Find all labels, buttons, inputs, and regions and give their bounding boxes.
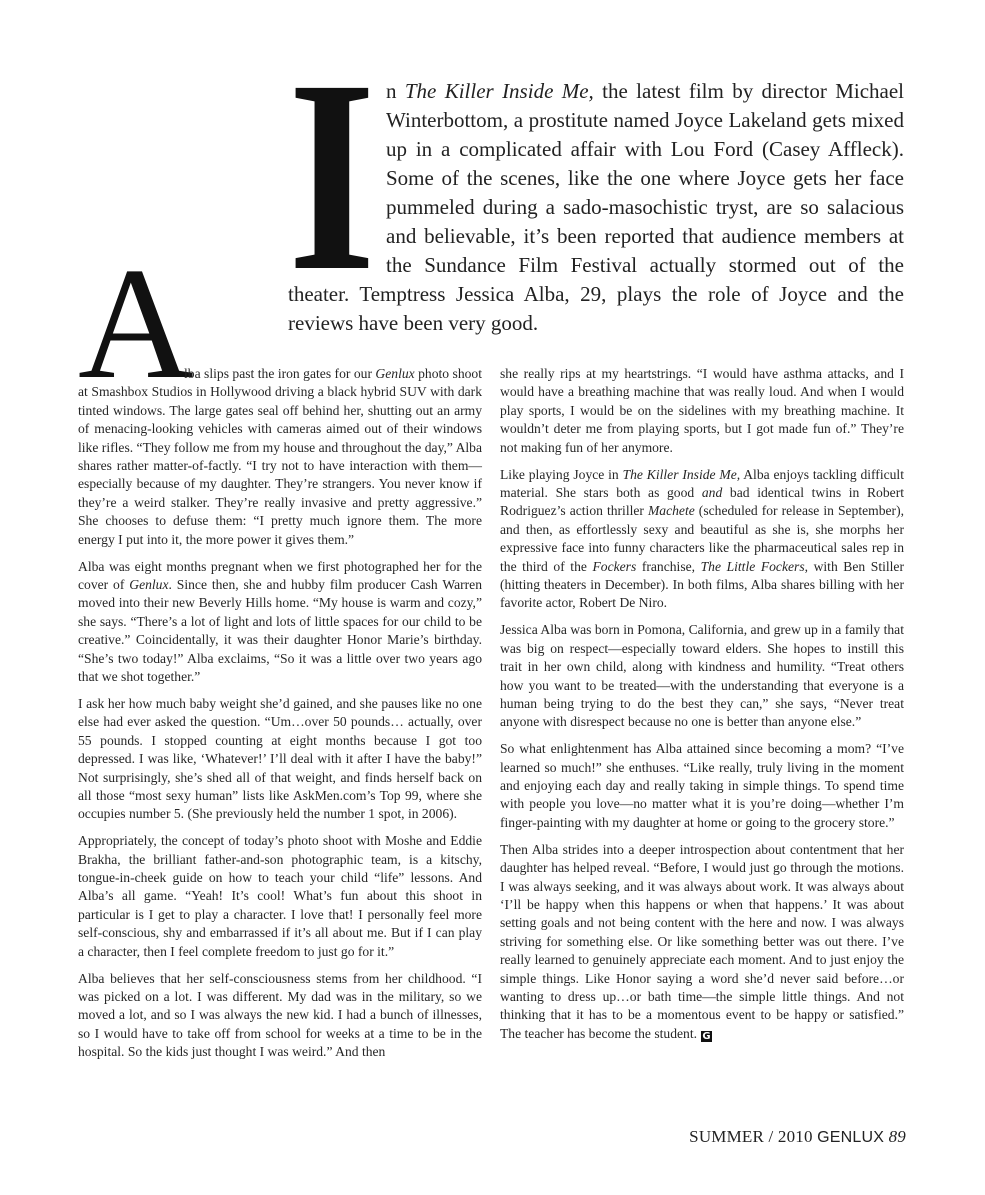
- magazine-name: Genlux: [375, 366, 415, 381]
- right-paragraph-5: [500, 841, 904, 1043]
- page-folio: [689, 1127, 906, 1147]
- intro-text-rest: the latest film by director Michael Winterbottom, a prostitute named Joyce Lakeland gets mixed up in a complicated affair with Lou Ford (Casey Affleck). Some of the scenes, like the one where Joyce gets her face pummeled during a sado-masochistic tryst, are so salacious and believable, it’s been reported that audience members at the Sundance Film Festival actually stormed out of the theater. Temptress Jessica Alba, 29, plays the role of Joyce and the reviews have been very good.: [288, 79, 905, 335]
- emphasis: and: [701, 484, 723, 500]
- text-run: photo shoot at Smashbox Studios in Hollywood driving a black hybrid SUV with dark tinted windows. The large gates seal off behind her, shutting out an army of menacing-looking vehicles with cameras aimed out of their windows like rifles. “They follow me from my house and throughout the day,” Alba shares rather matter-of-factly. “I try not to have interaction with them—especially because of my daughter. They’re strangers. You never know if they’re a weird stalker. They’re really invasive and pretty aggressive.” She chooses to defuse them: “I pretty much ignore them. The more energy I put into it, the more power it gives them.”: [78, 366, 483, 547]
- text-run: Then Alba strides into a deeper introspection about contentment that her daughter has helped reveal. “Before, I would just go through the motions. I was always seeking, and it was always about work. It was always about ‘I’ll be happy when this happens or when that happens.’ It was about setting goals and not being content with the here and now. I was always striving for something else. Or like something better was out there. I’ve really learned to genuinely appreciate each moment. And to just enjoy the simple things. Like Honor saying a word she’d never said before…or wanting to dress up…or bath time—the simple little things. And not thinking that it has to be a momentous event to be happy or satisfied.” The teacher has become the student.: [500, 841, 904, 1041]
- intro-paragraph: [288, 77, 904, 338]
- right-paragraph-1: she really rips at my heartstrings. “I would have asthma attacks, and I would have a breathing machine that was really loud. And when I would play sports, I would be on the sidelines with my breathing machine. It wouldn’t deter me from playing sports, but I got made fun of.” They’re not making fun of her anymore.: [500, 366, 904, 455]
- film-title: Machete: [647, 503, 695, 519]
- text-run: , with Ben Stiller (hitting theaters in December). In both films, Alba shares billing with her favorite actor, Robert De Niro.: [500, 558, 904, 611]
- text-run: franchise,: [636, 558, 701, 574]
- drop-cap-spacer: [78, 365, 184, 382]
- left-paragraph-3: I ask her how much baby weight she’d gained, and she pauses like no one else had ever asked the question. “Um…over 50 pounds… actually, over 55 pounds. I stopped counting at eight months because I got too depressed. I was like, ‘Whatever!’ I’ll deal with it after I have the baby!” Not surprisingly, she’s shed all of that weight, and finds herself back on all those “most sexy human” lists like AskMen.com’s Top 99, where she occupies number 5. (She previously held the number 1 spot, in 2006).: [78, 695, 482, 822]
- body-drop-cap: A: [78, 234, 194, 412]
- intro-text-start: n: [386, 79, 405, 103]
- film-title: The Killer Inside Me,: [622, 466, 741, 482]
- text-run: . Since then, she and hubby film producer Cash Warren moved into their new Beverly Hills home. “My house is warm and cozy,” she says. “There’s a lot of light and lots of little spaces for our child to be creative.” Coincidentally, it was their daughter Honor Marie’s birthday. “She’s two today!” Alba exclaims, “So it was a little over two years ago that we shot together.”: [78, 576, 482, 684]
- right-paragraph-2: [500, 466, 904, 613]
- left-paragraph-1: [78, 365, 482, 549]
- right-paragraph-3: Jessica Alba was born in Pomona, California, and grew up in a family that was big on respect—especially toward elders. She hopes to instill this trait in her own child, along with kindness and humility. “Treat others how you want to be treated—with the understanding that everyone is a human being trying to do the best they can,” she says, “Never treat anyone with disrespect because no one is better than anyone else.”: [500, 622, 904, 730]
- page-number: 89: [888, 1127, 906, 1146]
- text-run: lba slips past the iron gates for our: [184, 366, 376, 381]
- text-run: (scheduled for release in September), and then, as effortlessly sexy and beautiful as she is, she morphs her expressive face into funny characters like the pharmaceutical sales rep in the third of the: [500, 503, 904, 574]
- text-run: Like playing Joyce in: [500, 466, 623, 482]
- left-column: [78, 365, 482, 1070]
- right-column: [500, 365, 904, 1052]
- intro-film-title: The Killer Inside Me,: [404, 79, 594, 103]
- film-title: Fockers: [592, 558, 637, 574]
- left-paragraph-4: Appropriately, the concept of today’s photo shoot with Moshe and Eddie Brakha, the brilliant father-and-son photographic team, is a kitschy, tongue-in-cheek guide on how to teach your child “life” lessons. And Alba’s all game. “Yeah! It’s cool! What’s fun about this shoot in particular is I get to play a character. I love that! I personally feel more self-conscious, shy and embarrassed if it’s all about me. But if I can play a character, then I feel complete freedom to just go for it.”: [78, 833, 482, 959]
- magazine-name: Genlux: [129, 576, 169, 592]
- end-mark-icon: G: [702, 1030, 711, 1042]
- left-paragraph-5: Alba believes that her self-consciousness stems from her childhood. “I was picked on a lot. I was different. My dad was in the military, so we moved a lot, and so I was always the new kid. I had a bunch of illnesses, so I would have to take off from school for weeks at a time to be in the hospital. So the kids just thought I was weird.” And then: [78, 970, 482, 1060]
- intro-drop-cap: I: [288, 24, 376, 328]
- right-paragraph-4: So what enlightenment has Alba attained since becoming a mom? “I’ve learned so much!” she enthuses. “Like really, truly living in the moment and enjoying each day and really taking in simple things. To spend time with people you love—no matter what it is you’re doing—whether I’m finger-painting with my daughter at home or going to the grocery store.”: [500, 741, 904, 830]
- left-paragraph-2: [78, 558, 482, 687]
- film-title: The Little Fockers: [700, 558, 805, 574]
- drop-cap-spacer: [288, 77, 386, 280]
- magazine-name: GENLUX: [817, 1129, 885, 1146]
- text-run: Alba enjoys tackling difficult material. She stars both as good: [500, 466, 904, 500]
- text-run: bad identical twins in Robert Rodriguez’s action thriller: [500, 484, 904, 519]
- issue-date: SUMMER / 2010: [689, 1127, 813, 1146]
- text-run: Alba was eight months pregnant when we first photographed her for the cover of: [78, 558, 482, 592]
